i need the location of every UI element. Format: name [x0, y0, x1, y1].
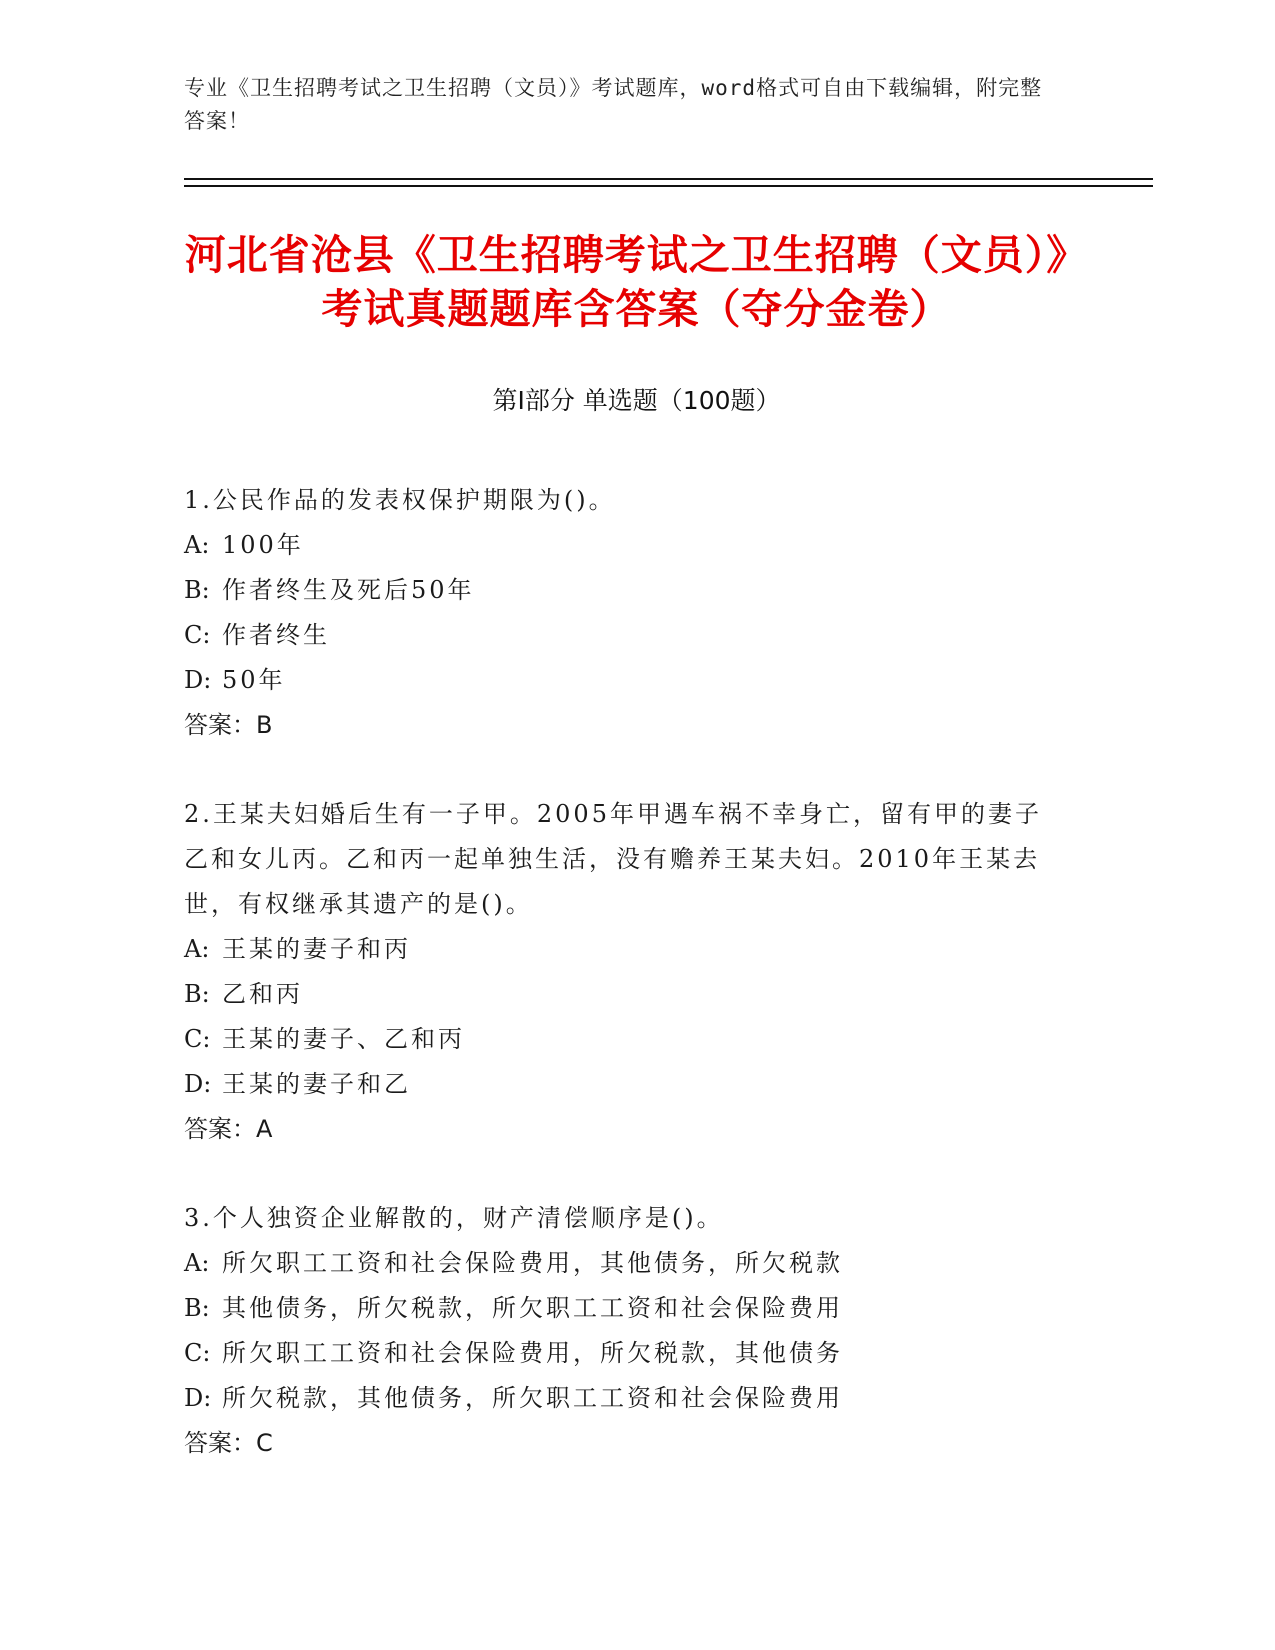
question-list — [184, 478, 1064, 1510]
option-a — [184, 1241, 1064, 1286]
option-text: 王某的妻子和乙 — [222, 1070, 411, 1098]
option-text: 所欠职工工资和社会保险费用，所欠税款，其他债务 — [222, 1339, 843, 1367]
option-key: A: — [184, 1249, 210, 1277]
option-key: C: — [184, 1025, 211, 1053]
question-stem: 2.王某夫妇婚后生有一子甲。2005年甲遇车祸不幸身亡，留有甲的妻子乙和女儿丙。乙和丙一起单独生活，没有赡养王某夫妇。2010年王某去世，有权继承其遗产的是()。 — [184, 800, 1042, 918]
section-heading: 第Ⅰ部分 单选题（100题） — [492, 386, 781, 415]
option-key: B: — [184, 576, 210, 604]
option-c — [184, 1331, 1064, 1376]
answer-line: 答案：C — [184, 1429, 273, 1457]
option-a — [184, 927, 1064, 972]
question-3 — [184, 1196, 1064, 1466]
header-divider-thick — [184, 178, 1153, 180]
question-1 — [184, 478, 1064, 748]
option-b — [184, 1286, 1064, 1331]
option-key: B: — [184, 980, 210, 1008]
option-text: 作者终生及死后50年 — [222, 576, 475, 604]
option-c — [184, 1017, 1064, 1062]
document-title: 河北省沧县《卫生招聘考试之卫生招聘（文员）》考试真题题库含答案（夺分金卷） — [184, 231, 1089, 333]
option-text: 乙和丙 — [222, 980, 303, 1008]
answer-line: 答案：A — [184, 1115, 273, 1143]
question-stem: 1.公民作品的发表权保护期限为()。 — [184, 486, 616, 514]
option-key: C: — [184, 621, 211, 649]
option-d — [184, 1062, 1064, 1107]
option-text: 其他债务，所欠税款，所欠职工工资和社会保险费用 — [222, 1294, 843, 1322]
question-2 — [184, 792, 1064, 1152]
option-a — [184, 523, 1064, 568]
option-text: 所欠税款，其他债务，所欠职工工资和社会保险费用 — [222, 1384, 843, 1412]
option-text: 作者终生 — [222, 621, 330, 649]
option-text: 所欠职工工资和社会保险费用，其他债务，所欠税款 — [222, 1249, 843, 1277]
option-key: C: — [184, 1339, 211, 1367]
header-divider-thin — [184, 185, 1153, 187]
option-b — [184, 972, 1064, 1017]
option-key: A: — [184, 935, 210, 963]
answer-line: 答案：B — [184, 711, 273, 739]
option-text: 100年 — [222, 531, 304, 559]
option-d — [184, 1376, 1064, 1421]
option-key: D: — [184, 1384, 212, 1412]
option-key: D: — [184, 666, 212, 694]
option-key: B: — [184, 1294, 210, 1322]
option-b — [184, 568, 1064, 613]
option-text: 王某的妻子和丙 — [222, 935, 411, 963]
question-stem: 3.个人独资企业解散的，财产清偿顺序是()。 — [184, 1204, 724, 1232]
option-d — [184, 658, 1064, 703]
option-key: D: — [184, 1070, 212, 1098]
option-c — [184, 613, 1064, 658]
option-text: 王某的妻子、乙和丙 — [222, 1025, 465, 1053]
option-text: 50年 — [222, 666, 286, 694]
header-note: 专业《卫生招聘考试之卫生招聘（文员）》考试题库，word格式可自由下载编辑，附完整答案！ — [184, 76, 1043, 133]
option-key: A: — [184, 531, 210, 559]
